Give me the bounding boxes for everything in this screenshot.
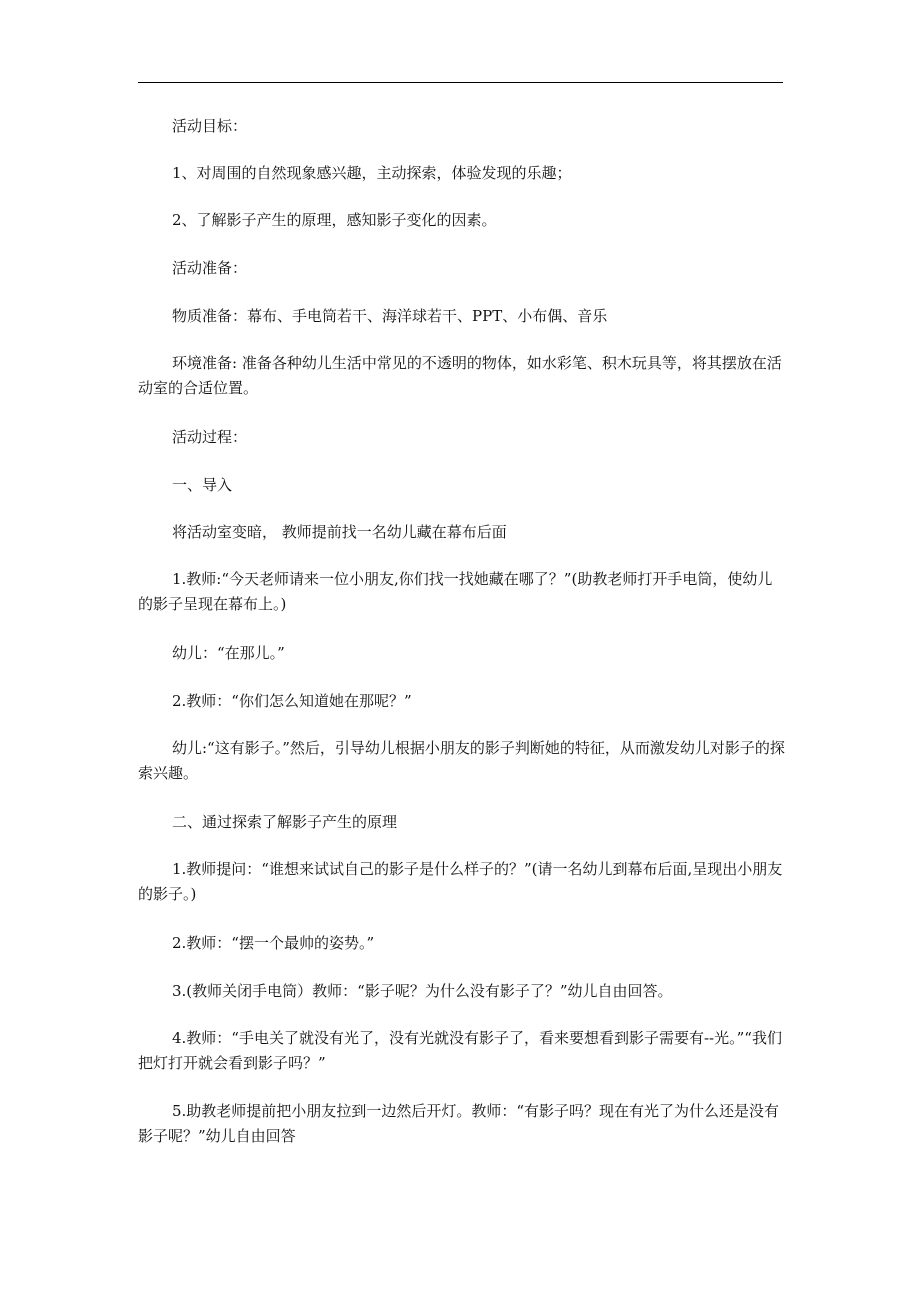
goal-item-1: 1、对周围的自然现象感兴趣，主动探索，体验发现的乐趣； bbox=[172, 164, 572, 182]
intro-step-1: 1.教师:“今天老师请来一位小朋友,你们找一找她藏在哪了？”(助教老师打开手电筒，使幼儿的影子呈现在幕布上。) bbox=[138, 570, 773, 613]
section-heading-intro: 一、导入 bbox=[172, 476, 233, 494]
section-heading-explore: 二、通过探索了解影子产生的原理 bbox=[172, 813, 398, 831]
explore-step-2: 2.教师：“摆一个最帅的姿势。” bbox=[172, 934, 375, 952]
heading-activity-process: 活动过程： bbox=[172, 428, 248, 446]
explore-step-5: 5.助教老师提前把小朋友拉到一边然后开灯。教师：“有影子吗？现在有光了为什么还是没有影子呢？”幼儿自由回答 bbox=[138, 1102, 779, 1145]
explore-step-3: 3.(教师关闭手电筒）教师：“影子呢？为什么没有影子了？”幼儿自由回答。 bbox=[172, 982, 673, 1000]
explore-step-4: 4.教师：“手电关了就没有光了，没有光就没有影子了，看来要想看到影子需要有--光。”“我们把灯打开就会看到影子吗？” bbox=[138, 1029, 782, 1072]
child-response-2: 幼儿:“这有影子。”然后，引导幼儿根据小朋友的影子判断她的特征，从而激发幼儿对影子的探索兴趣。 bbox=[138, 739, 785, 782]
heading-activity-goals: 活动目标： bbox=[172, 117, 248, 135]
goal-item-2: 2、了解影子产生的原理，感知影子变化的因素。 bbox=[172, 211, 497, 229]
heading-activity-preparation: 活动准备： bbox=[172, 259, 248, 277]
child-response-1: 幼儿：“在那儿。” bbox=[172, 644, 285, 662]
intro-step-2: 2.教师：“你们怎么知道她在那呢？” bbox=[172, 692, 412, 710]
environment-preparation: 环境准备: 准备各种幼儿生活中常见的不透明的物体，如水彩笔、积木玩具等，将其摆放在活动室的合适位置。 bbox=[138, 354, 782, 397]
intro-setup: 将活动室变暗， 教师提前找一名幼儿藏在幕布后面 bbox=[172, 523, 507, 541]
explore-step-1: 1.教师提问：“谁想来试试自己的影子是什么样子的？”(请一名幼儿到幕布后面,呈现出小朋友的影子。) bbox=[138, 860, 783, 903]
material-preparation: 物质准备：幕布、手电筒若干、海洋球若干、PPT、小布偶、音乐 bbox=[172, 307, 608, 325]
header-rule bbox=[138, 82, 783, 83]
